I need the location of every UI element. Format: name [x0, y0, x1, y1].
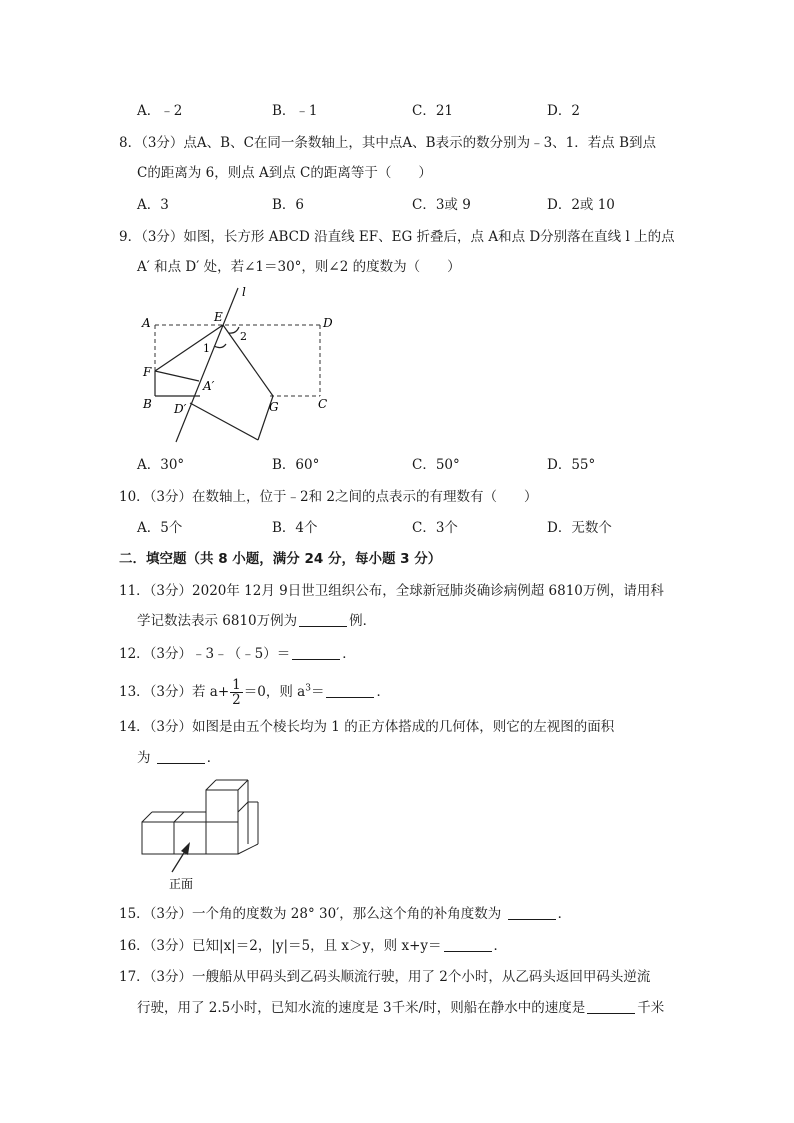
q13-text — [119, 678, 390, 707]
q10-option-b: B．4个 — [272, 520, 318, 536]
label-d: D — [323, 316, 333, 330]
label-a-prime: A′ — [203, 379, 215, 393]
q12-text — [119, 645, 356, 663]
q12-text-pre: 12．（3分）﹣3﹣（﹣5）＝ — [119, 646, 291, 662]
q12-text-post: ． — [342, 646, 356, 662]
q8-option-d: D．2或 10 — [547, 197, 615, 213]
label-g: G — [269, 400, 279, 414]
q14-text-pre: 为 — [137, 750, 151, 766]
q11-text-line2 — [137, 612, 376, 630]
q9-text-line2: A′ 和点 D′ 处，若∠1＝30°，则∠2 的度数为（ ） — [137, 259, 461, 275]
q11-text-pre: 学记数法表示 6810万例为 — [137, 613, 298, 629]
q13-fraction-denominator: 2 — [232, 692, 241, 708]
q10-option-d: D．无数个 — [547, 520, 612, 536]
q8-option-b: B．6 — [272, 197, 305, 213]
q7-option-b: B．﹣1 — [272, 103, 318, 119]
q12-answer-blank[interactable] — [292, 645, 340, 660]
q13-answer-blank[interactable] — [326, 683, 374, 698]
q14-cube-figure — [135, 776, 275, 894]
q9-option-d: D．55° — [547, 457, 596, 473]
label-l: l — [242, 285, 246, 299]
q9-option-b: B．60° — [272, 457, 320, 473]
q13-fraction-numerator: 1 — [232, 677, 241, 693]
label-f: F — [143, 365, 152, 379]
q17-text-line1: 17．（3分）一艘船从甲码头到乙码头顺流行驶，用了 2个小时，从乙码头返回甲码头逆流 — [119, 969, 651, 985]
q16-answer-blank[interactable] — [444, 937, 492, 952]
q10-option-a: A．5个 — [137, 520, 183, 536]
front-label: 正面 — [169, 877, 194, 891]
q16-text — [119, 937, 507, 955]
q14-text-line2 — [137, 749, 220, 767]
rectangle-abcd — [155, 325, 320, 396]
q13-text-pre: 13．（3分）若 a+ — [119, 684, 230, 700]
q13-text-post: ． — [376, 684, 390, 700]
q15-text-post: ． — [557, 906, 572, 922]
label-1: 1 — [203, 342, 210, 355]
q10-text-line1: 10．（3分）在数轴上，位于﹣2和 2之间的点表示的有理数有（ ） — [119, 489, 538, 505]
q7-option-c: C．21 — [412, 103, 454, 119]
q8-option-a: A．3 — [137, 197, 169, 213]
cube-edges — [142, 780, 258, 854]
q13-text-eq: ＝ — [310, 684, 325, 700]
label-e: E — [214, 310, 223, 324]
q15-text — [119, 905, 571, 923]
label-d-prime: D′ — [174, 402, 187, 416]
q13-exponent: 3 — [305, 683, 311, 694]
q13-text-mid: ＝0，则 a — [243, 684, 306, 700]
q11-text-line1: 11．（3分）2020年 12月 9日世卫组织公布，全球新冠肺炎确诊病例超 6810万例，请用科 — [119, 583, 664, 599]
section-2-heading: 二．填空题（共 8 小题，满分 24 分，每小题 3 分） — [119, 551, 442, 567]
q8-option-c: C．3或 9 — [412, 197, 471, 213]
q10-option-c: C．3个 — [412, 520, 458, 536]
label-a: A — [142, 316, 151, 330]
q13-fraction — [230, 678, 243, 707]
q14-answer-blank[interactable] — [157, 749, 205, 764]
q9-fold-figure — [130, 280, 360, 450]
q15-answer-blank[interactable] — [508, 905, 556, 920]
q8-text-line2: C的距离为 6，则点 A到点 C的距离等于（ ） — [137, 165, 432, 181]
q7-option-d: D．2 — [547, 103, 580, 119]
q9-text-line1: 9．（3分）如图，长方形 ABCD 沿直线 EF、EG 折叠后，点 A和点 D分别落在直线 l 上的点 — [119, 229, 675, 245]
q11-answer-blank[interactable] — [299, 612, 347, 627]
label-b: B — [143, 397, 152, 411]
q16-text-pre: 16．（3分）已知|x|＝2，|y|＝5，且 x＞y，则 x+y＝ — [119, 938, 442, 954]
q14-text-post: ． — [206, 750, 221, 766]
q17-text-line2 — [137, 999, 664, 1017]
arrow-icon — [172, 842, 190, 872]
q17-answer-blank[interactable] — [587, 999, 635, 1014]
q11-text-post: 例． — [349, 613, 377, 629]
label-c: C — [318, 397, 328, 411]
q17-text-post: 千米 — [637, 1000, 665, 1016]
q14-text-line1: 14．（3分）如图是由五个棱长均为 1 的正方体搭成的几何体，则它的左视图的面积 — [119, 719, 615, 735]
q7-option-a: A．﹣2 — [137, 103, 183, 119]
line-l — [176, 288, 238, 442]
q16-text-post: ． — [493, 938, 508, 954]
q8-text-line1: 8．（3分）点A、B、C在同一条数轴上，其中点A、B表示的数分别为﹣3、1．若点 B到点 — [119, 135, 656, 151]
q9-option-c: C．50° — [412, 457, 460, 473]
q9-option-a: A．30° — [137, 457, 185, 473]
q15-text-pre: 15．（3分）一个角的度数为 28° 30′，那么这个角的补角度数为 — [119, 906, 502, 922]
q17-text-pre: 行驶，用了 2.5小时，已知水流的速度是 3千米/时，则船在静水中的速度是 — [137, 1000, 586, 1016]
label-2: 2 — [240, 330, 247, 343]
